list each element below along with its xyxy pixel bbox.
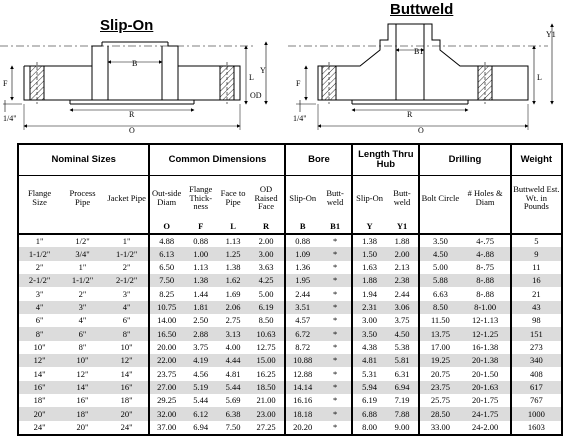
table-cell: 1.69 <box>225 288 241 299</box>
table-cell: 22.00 <box>149 354 182 367</box>
table-cell: 273 <box>511 341 561 354</box>
flange-spec-table <box>17 143 563 436</box>
group-weight: Weight <box>511 145 561 175</box>
table-cell: 1.25 <box>219 247 248 260</box>
table-cell: * <box>333 235 338 246</box>
table-cell: 98 <box>511 314 561 327</box>
table-cell: * <box>319 327 352 340</box>
column-header: Butt-weld <box>393 188 411 207</box>
table-row <box>19 327 561 340</box>
column-header: Slip-On <box>352 175 385 220</box>
table-cell: 16.25 <box>256 368 276 379</box>
table-cell: 1.88 <box>394 235 410 246</box>
table-cell: 20-1.63 <box>461 381 511 394</box>
table-cell: * <box>319 354 352 367</box>
table-cell: 4.38 <box>352 341 385 354</box>
table-row <box>19 367 561 380</box>
column-symbol: L <box>219 220 248 234</box>
table-row <box>19 314 561 327</box>
table-cell: 10" <box>33 342 46 353</box>
table-cell: 151 <box>511 327 561 340</box>
table-cell: 8" <box>105 327 150 340</box>
table-cell: 20-1.50 <box>472 368 499 379</box>
table-cell: 1.63 <box>352 261 385 274</box>
group-common-dimensions: Common Dimensions <box>149 145 285 175</box>
table-cell: 1-1/2" <box>60 274 105 287</box>
table-cell: 1.13 <box>193 262 209 273</box>
table-cell: 10" <box>60 354 105 367</box>
table-cell: 5.81 <box>386 354 419 367</box>
table-cell: 767 <box>511 394 561 407</box>
table-cell: 11 <box>511 261 561 274</box>
table-cell: 8.50 <box>419 301 460 314</box>
table-cell: 37.00 <box>149 421 182 434</box>
table-row <box>19 247 561 260</box>
table-cell: 6" <box>60 327 105 340</box>
table-cell: 1.38 <box>183 274 219 287</box>
table-cell: 29.25 <box>149 394 182 407</box>
table-cell: 23.75 <box>419 381 460 394</box>
table-cell: 20" <box>105 407 150 420</box>
table-cell: 1.38 <box>225 262 241 273</box>
table-cell: 6.19 <box>248 301 286 314</box>
table-cell: 3.50 <box>352 327 385 340</box>
symbol-row <box>19 220 561 234</box>
table-cell: 8" <box>78 342 87 353</box>
table-cell: 20" <box>19 407 60 420</box>
table-cell: 5.69 <box>225 395 241 406</box>
table-row <box>19 274 561 287</box>
column-header: OD Raised Face <box>254 184 278 211</box>
table-cell: 6.94 <box>386 381 419 394</box>
table-cell: 3.06 <box>386 301 419 314</box>
table-cell: * <box>319 381 352 394</box>
table-row <box>19 261 561 274</box>
table-cell: 8.72 <box>285 341 318 354</box>
table-cell: 4.81 <box>225 368 241 379</box>
table-cell: 1.09 <box>285 247 318 260</box>
table-cell: * <box>333 422 338 433</box>
table-cell: 14.14 <box>285 381 318 394</box>
table-cell: 4.88 <box>149 234 182 247</box>
table-cell: 6.50 <box>149 261 182 274</box>
flange-drawings <box>0 0 563 143</box>
table-cell: 12.88 <box>285 367 318 380</box>
table-cell: 1.44 <box>193 288 209 299</box>
table-cell: 2.75 <box>225 315 241 326</box>
table-cell: * <box>333 262 338 273</box>
buttweld-drawing <box>288 24 552 130</box>
table-cell: 6.13 <box>149 247 182 260</box>
table-cell: 1-1/2" <box>105 247 150 260</box>
table-cell: 6.12 <box>183 407 219 420</box>
column-header: Butt-weld <box>326 188 344 207</box>
table-cell: 1.50 <box>352 247 385 260</box>
table-cell: 6.19 <box>352 394 385 407</box>
table-cell: 8-.88 <box>476 288 494 299</box>
table-cell: 14" <box>120 368 133 379</box>
column-header: Out-side Diam <box>149 175 182 220</box>
table-cell: 16 <box>511 274 561 287</box>
table-cell: 16" <box>76 395 89 406</box>
slip-on-title: Slip-On <box>100 17 154 34</box>
table-cell: 20.00 <box>149 341 182 354</box>
table-cell: 1000 <box>511 407 561 420</box>
table-cell: 1.13 <box>225 235 241 246</box>
table-cell: 8" <box>19 327 60 340</box>
table-cell: 20.75 <box>419 367 460 380</box>
table-row <box>19 421 561 434</box>
table-cell: 1" <box>78 262 87 273</box>
table-cell: 1.95 <box>285 274 318 287</box>
table-cell: 12.75 <box>256 342 276 353</box>
table-cell: 6.72 <box>285 327 318 340</box>
buttweld-dim-b1: B1 <box>414 47 424 56</box>
table-cell: * <box>333 395 338 406</box>
table-cell: 3/4" <box>60 247 105 260</box>
table-cell: 3.63 <box>258 262 274 273</box>
table-cell: 21.00 <box>256 395 276 406</box>
table-cell: 2.31 <box>352 301 385 314</box>
column-symbol: O <box>149 220 182 234</box>
table-cell: 18" <box>120 395 133 406</box>
table-row <box>19 407 561 420</box>
table-row <box>19 381 561 394</box>
table-cell: 3.75 <box>394 315 410 326</box>
table-cell: 2.00 <box>258 235 274 246</box>
table-cell: 4.56 <box>193 368 209 379</box>
table-cell: 9.00 <box>394 422 410 433</box>
table-cell: 1603 <box>511 421 561 434</box>
table-cell: 8.50 <box>258 315 274 326</box>
column-symbol <box>511 220 561 234</box>
buttweld-dim-t: 1/4" <box>293 114 307 123</box>
table-cell: 4-.88 <box>461 247 511 260</box>
column-header: Flange Size <box>28 188 52 207</box>
table-cell: 25.75 <box>419 394 460 407</box>
table-cell: 1.36 <box>285 261 318 274</box>
table-row <box>19 234 561 247</box>
column-header: Flange Thick-ness <box>189 184 213 211</box>
table-cell: 4.00 <box>225 342 241 353</box>
table-cell: 9 <box>511 247 561 260</box>
subheader-row <box>19 175 561 220</box>
table-cell: 10.63 <box>248 327 286 340</box>
column-header: Face to Pipe <box>220 188 246 207</box>
table-cell: 3.00 <box>248 247 286 260</box>
table-cell: 2.38 <box>386 274 419 287</box>
table-cell: 21 <box>511 287 561 300</box>
table-cell: 2.06 <box>219 301 248 314</box>
table-cell: 33.00 <box>419 421 460 434</box>
buttweld-dim-l: L <box>537 73 542 82</box>
table-cell: 1.88 <box>352 274 385 287</box>
table-cell: 16" <box>19 381 60 394</box>
column-symbol: B1 <box>319 220 352 234</box>
table-cell: 6.38 <box>219 407 248 420</box>
table-cell: 12-1.25 <box>461 327 511 340</box>
column-symbol <box>19 220 60 234</box>
table-cell: 1/2" <box>75 235 90 246</box>
table-cell: 7.50 <box>225 422 241 433</box>
table-cell: 15.00 <box>248 354 286 367</box>
table-cell: 8-.88 <box>461 274 511 287</box>
table-cell: 8-.75 <box>476 262 494 273</box>
table-cell: 24" <box>33 422 46 433</box>
table-cell: * <box>319 247 352 260</box>
table-cell: * <box>333 342 338 353</box>
table-cell: 2.88 <box>183 327 219 340</box>
table-cell: 16.50 <box>149 327 182 340</box>
table-cell: 3.00 <box>352 314 385 327</box>
table-cell: 2" <box>78 288 87 299</box>
column-header: Buttweld Est. Wt. in Pounds <box>511 175 561 220</box>
table-cell: 3" <box>35 288 44 299</box>
table-cell: 2.44 <box>285 287 318 300</box>
table-cell: 14.00 <box>149 314 182 327</box>
slip-on-dim-y: Y <box>260 66 266 75</box>
table-cell: 5.88 <box>419 274 460 287</box>
table-cell: 23.00 <box>248 407 286 420</box>
group-nominal-sizes: Nominal Sizes <box>19 145 149 175</box>
column-symbol <box>419 220 460 234</box>
table-cell: 2-1/2" <box>105 274 150 287</box>
table-cell: 5 <box>511 234 561 247</box>
table-cell: 6.31 <box>394 368 410 379</box>
table-cell: 14" <box>60 381 105 394</box>
table-cell: 10.75 <box>149 301 182 314</box>
table-cell: 24-2.00 <box>472 422 499 433</box>
slip-on-dim-t: 1/4" <box>3 114 17 123</box>
table-cell: 19.25 <box>419 354 460 367</box>
buttweld-dim-o: O <box>418 126 424 135</box>
table-cell: 27.25 <box>256 422 276 433</box>
column-symbol <box>461 220 511 234</box>
column-header: Jacket Pipe <box>107 192 146 203</box>
table-cell: 24" <box>120 422 133 433</box>
table-cell: 4.81 <box>352 354 385 367</box>
table-cell: * <box>333 368 338 379</box>
slip-on-dim-l: L <box>249 73 254 82</box>
column-header: Process Pipe <box>69 188 96 207</box>
table-cell: 2.44 <box>394 288 410 299</box>
table-cell: 24-1.75 <box>461 407 511 420</box>
table-cell: 4" <box>19 301 60 314</box>
table-cell: 4.50 <box>386 327 419 340</box>
table-cell: 23.75 <box>149 367 182 380</box>
table-row <box>19 287 561 300</box>
table-cell: 5.94 <box>352 381 385 394</box>
table-cell: 12" <box>76 368 89 379</box>
table-cell: 6.88 <box>352 407 385 420</box>
table-cell: 1.62 <box>219 274 248 287</box>
table-cell: * <box>319 301 352 314</box>
table-cell: 8-1.00 <box>461 301 511 314</box>
table-cell: 10" <box>120 342 133 353</box>
table-cell: 3.51 <box>285 301 318 314</box>
table-cell: 5.38 <box>394 342 410 353</box>
table-cell: 0.88 <box>193 235 209 246</box>
slip-on-dim-od: OD <box>250 91 262 100</box>
table-cell: 4" <box>78 315 87 326</box>
table-cell: 617 <box>511 381 561 394</box>
table-cell: * <box>333 288 338 299</box>
table-cell: 13.75 <box>419 327 460 340</box>
column-symbol: B <box>285 220 318 234</box>
table-row <box>19 341 561 354</box>
table-cell: 32.00 <box>149 407 182 420</box>
column-header: # Holes & Diam <box>467 188 503 207</box>
slip-on-dim-r: R <box>129 110 135 119</box>
table-cell: 11.50 <box>419 314 460 327</box>
table-cell: 3" <box>60 301 105 314</box>
table-cell: 10.88 <box>285 354 318 367</box>
slip-on-dim-f: F <box>3 79 8 88</box>
group-length-thru-hub: Length Thru Hub <box>352 145 419 175</box>
table-cell: 408 <box>511 367 561 380</box>
table-row <box>19 354 561 367</box>
table-cell: 3.13 <box>219 327 248 340</box>
table-cell: 4.44 <box>219 354 248 367</box>
slip-on-dim-o: O <box>129 126 135 135</box>
table-cell: 6.63 <box>419 287 460 300</box>
column-symbol: R <box>248 220 286 234</box>
table-cell: 18" <box>60 407 105 420</box>
table-cell: 5.31 <box>352 367 385 380</box>
table-cell: 8.00 <box>352 421 385 434</box>
table-row <box>19 394 561 407</box>
column-header: Slip-On <box>285 175 318 220</box>
table-cell: 16" <box>105 381 150 394</box>
table-cell: 14" <box>33 368 46 379</box>
table-cell: 5.19 <box>183 381 219 394</box>
table-cell: 6" <box>122 315 131 326</box>
table-cell: 18" <box>33 395 46 406</box>
table-cell: 2.00 <box>386 247 419 260</box>
table-cell: 2-1/2" <box>19 274 60 287</box>
table-cell: 6.94 <box>193 422 209 433</box>
group-drilling: Drilling <box>419 145 510 175</box>
table-cell: 1.38 <box>352 234 385 247</box>
table-row <box>19 301 561 314</box>
table-cell: 18.50 <box>248 381 286 394</box>
column-symbol: Y <box>352 220 385 234</box>
column-symbol: Y1 <box>386 220 419 234</box>
column-symbol <box>105 220 150 234</box>
table-cell: * <box>333 315 338 326</box>
table-cell: 5.44 <box>193 395 209 406</box>
table-cell: 1" <box>122 235 131 246</box>
table-cell: 6" <box>35 315 44 326</box>
table-cell: 20.20 <box>285 421 318 434</box>
column-symbol: F <box>183 220 219 234</box>
table-cell: 4.19 <box>183 354 219 367</box>
table-cell: 1.94 <box>352 287 385 300</box>
table-cell: 4.50 <box>419 247 460 260</box>
table-cell: 1-1/2" <box>19 247 60 260</box>
table-cell: 7.19 <box>394 395 410 406</box>
table-cell: 16-1.38 <box>472 342 499 353</box>
table-cell: 1.81 <box>183 301 219 314</box>
table-cell: 20-1.38 <box>461 354 511 367</box>
table-cell: 4.57 <box>285 314 318 327</box>
table-cell: 3.50 <box>419 234 460 247</box>
table-cell: 8.25 <box>149 287 182 300</box>
table-cell: 20-1.75 <box>472 395 499 406</box>
table-cell: 7.88 <box>386 407 419 420</box>
table-cell: 3.75 <box>193 342 209 353</box>
buttweld-title: Buttweld <box>390 1 454 18</box>
table-cell: 4" <box>105 301 150 314</box>
table-cell: * <box>319 274 352 287</box>
table-cell: 340 <box>511 354 561 367</box>
table-cell: 5.00 <box>419 261 460 274</box>
table-cell: 28.50 <box>419 407 460 420</box>
buttweld-dim-y1: Y1 <box>546 30 556 39</box>
table-cell: 43 <box>511 301 561 314</box>
column-header: Bolt Circle <box>419 175 460 220</box>
table-cell: 18.18 <box>285 407 318 420</box>
table-cell: 4-.75 <box>476 235 494 246</box>
table-cell: * <box>319 407 352 420</box>
table-body <box>19 234 561 434</box>
table-cell: 2.50 <box>193 315 209 326</box>
buttweld-dim-r: R <box>407 110 413 119</box>
table-cell: 20" <box>76 422 89 433</box>
slip-on-dim-b: B <box>132 59 138 68</box>
table-cell: 2" <box>122 262 131 273</box>
table-cell: 2.13 <box>394 262 410 273</box>
table-cell: 2" <box>35 262 44 273</box>
buttweld-dim-f: F <box>296 79 301 88</box>
table-cell: 3" <box>122 288 131 299</box>
group-bore: Bore <box>285 145 352 175</box>
table-cell: 5.00 <box>258 288 274 299</box>
table-cell: 4.25 <box>248 274 286 287</box>
table-cell: 12-1.13 <box>472 315 499 326</box>
table-cell: 27.00 <box>149 381 182 394</box>
table-cell: 1.00 <box>183 247 219 260</box>
table-cell: 16.16 <box>285 394 318 407</box>
table-cell: 7.50 <box>149 274 182 287</box>
table-cell: 5.44 <box>219 381 248 394</box>
table-cell: 12" <box>105 354 150 367</box>
table-cell: 1" <box>35 235 44 246</box>
table-cell: 0.88 <box>285 234 318 247</box>
table-cell: 12" <box>19 354 60 367</box>
table-cell: 17.00 <box>419 341 460 354</box>
column-symbol <box>60 220 105 234</box>
